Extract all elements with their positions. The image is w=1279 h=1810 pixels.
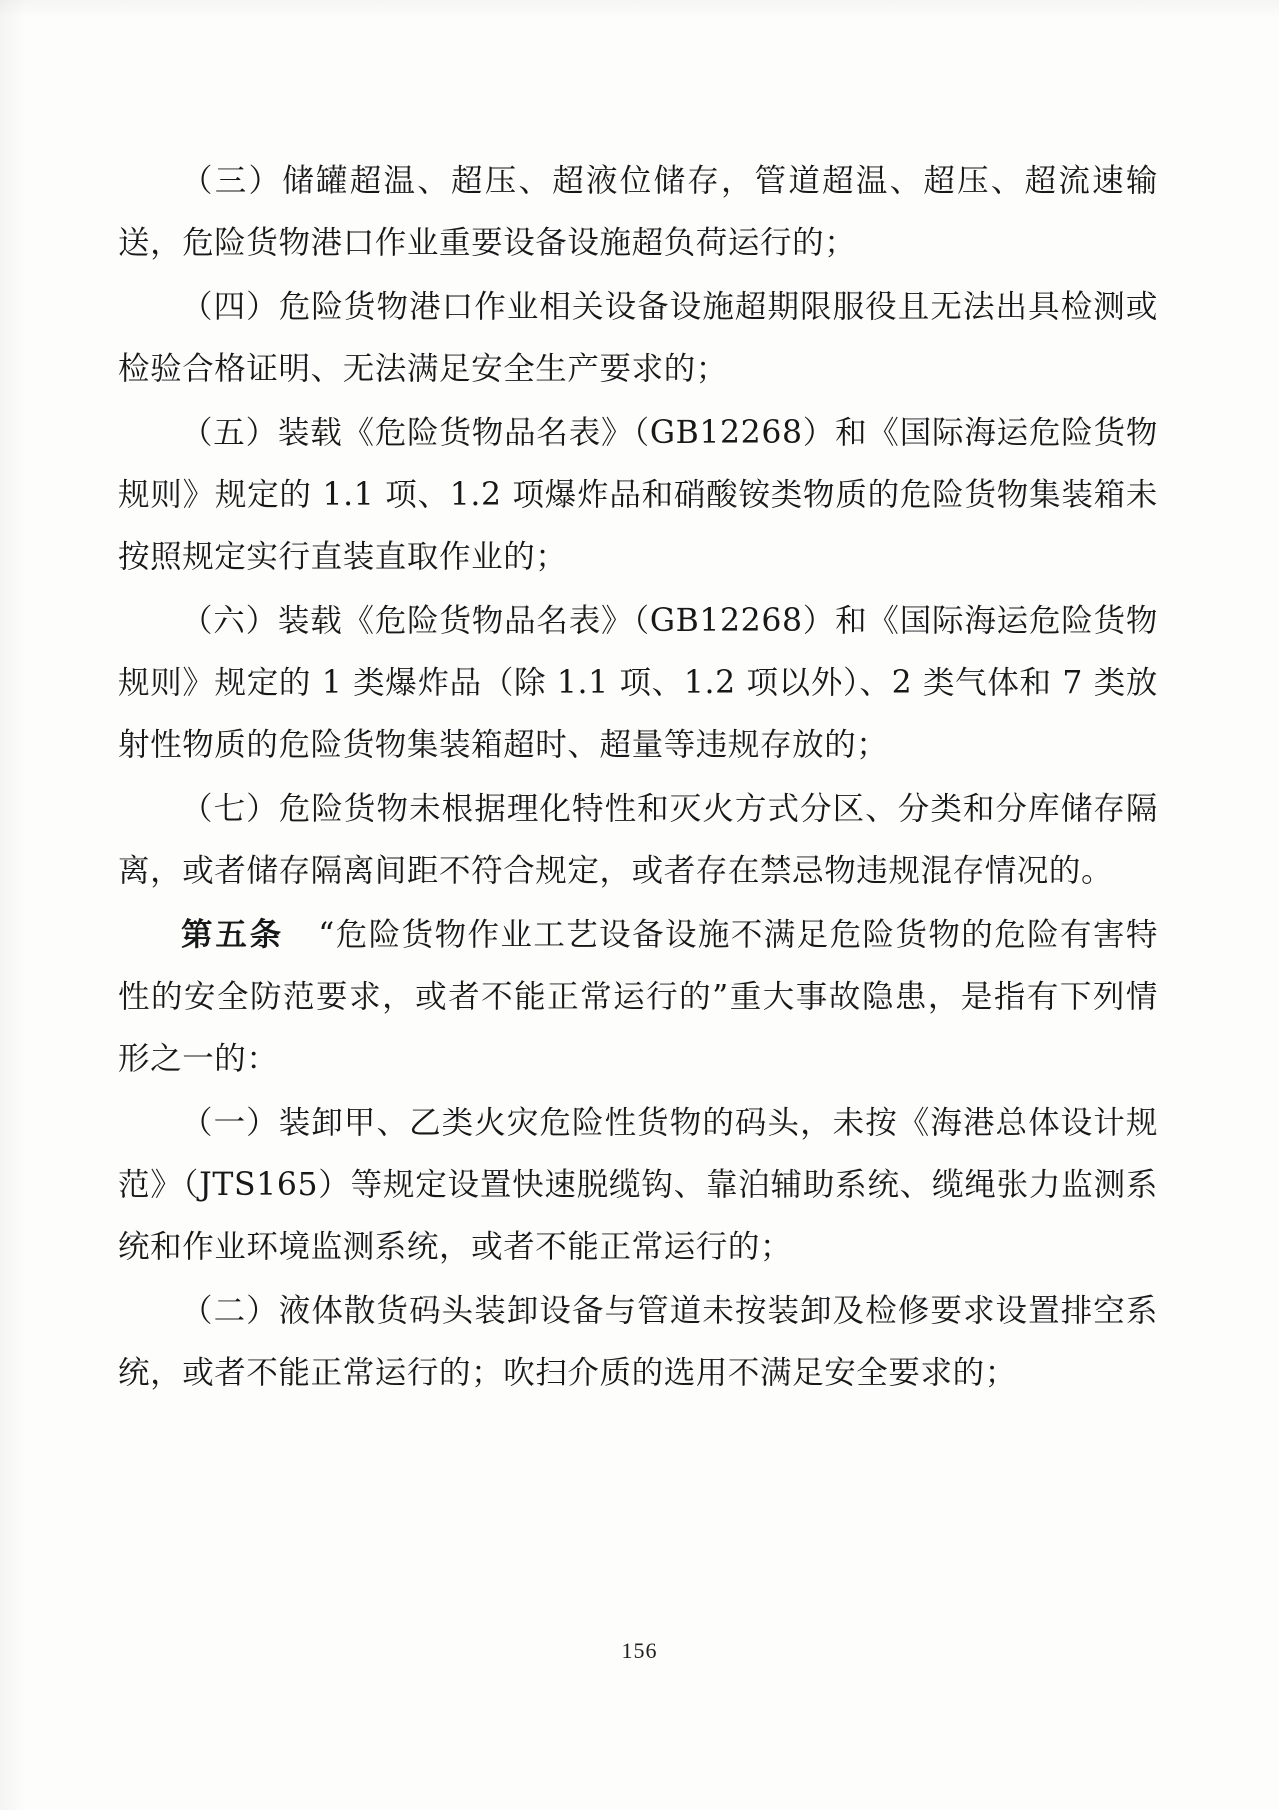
clause-item-7: （七）危险货物未根据理化特性和灭火方式分区、分类和分库储存隔离，或者储存隔离间距不符合规定，或者存在禁忌物违规混存情况的。 bbox=[118, 791, 1158, 889]
scan-edge-left bbox=[0, 0, 26, 1810]
clause-item-6: （六）装载《危险货物品名表》（GB12268）和《国际海运危险货物规则》规定的 1 类爆炸品（除 1.1 项、1.2 项以外）、2 类气体和 7 类放射性物质的危险货物集装箱超时、超量等违规存放的； bbox=[118, 603, 1158, 763]
article-paragraph bbox=[118, 904, 1158, 1090]
article-label: 第五条 bbox=[181, 916, 284, 953]
clause-item-4: （四）危险货物港口作业相关设备设施超期限服役且无法出具检测或检验合格证明、无法满足安全生产要求的； bbox=[118, 289, 1158, 387]
page-number: 156 bbox=[621, 1638, 658, 1663]
article-clause-item-2: （二）液体散货码头装卸设备与管道未按装卸及检修要求设置排空系统，或者不能正常运行的；吹扫介质的选用不满足安全要求的； bbox=[118, 1293, 1158, 1391]
article-clause-item-1: （一）装卸甲、乙类火灾危险性货物的码头，未按《海港总体设计规范》（JTS165）等规定设置快速脱缆钩、靠泊辅助系统、缆绳张力监测系统和作业环境监测系统，或者不能正常运行的； bbox=[118, 1105, 1158, 1265]
document-body bbox=[118, 150, 1158, 1406]
clause-item-3: （三）储罐超温、超压、超液位储存，管道超温、超压、超流速输送，危险货物港口作业重要设备设施超负荷运行的； bbox=[118, 163, 1158, 261]
clause-item-5: （五）装载《危险货物品名表》（GB12268）和《国际海运危险货物规则》规定的 1.1 项、1.2 项爆炸品和硝酸铵类物质的危险货物集装箱未按照规定实行直装直取作业的； bbox=[118, 415, 1158, 575]
article-text: “危险货物作业工艺设备设施不满足危险货物的危险有害特性的安全防范要求，或者不能正常运行的”重大事故隐患，是指有下列情形之一的： bbox=[118, 917, 1158, 1077]
scan-edge-top bbox=[0, 0, 1279, 18]
